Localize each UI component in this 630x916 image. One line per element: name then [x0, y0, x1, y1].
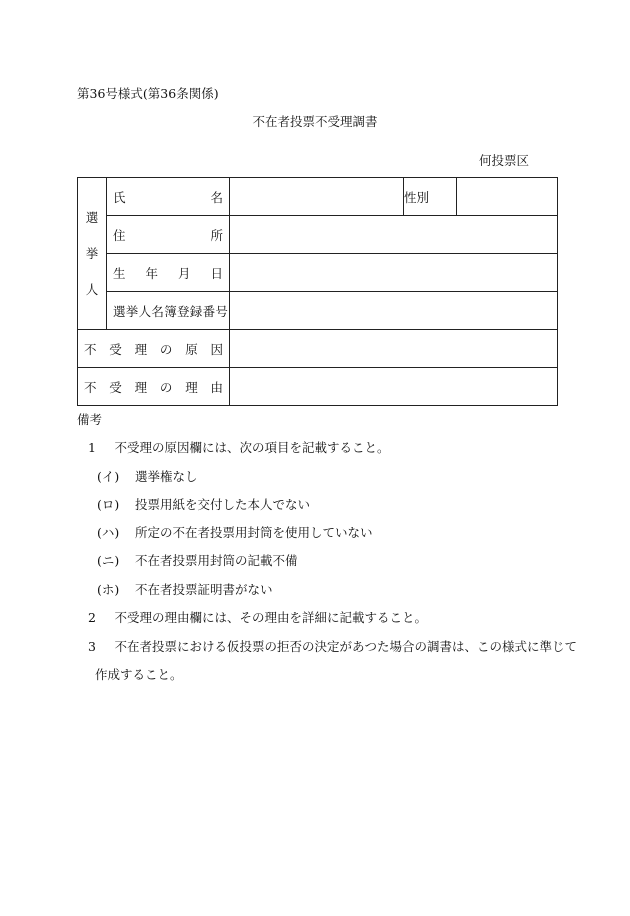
note-subitem: (ニ) 不在者投票用封筒の記載不備 [97, 553, 298, 568]
voter-record-table [77, 177, 558, 406]
voting-district-label: 何投票区 [479, 153, 530, 168]
note-subitem: (ロ) 投票用紙を交付した本人でない [97, 497, 311, 512]
voter-group-label: 選 挙 人 [78, 178, 107, 330]
name-label: 氏 名 [107, 178, 230, 216]
rejection-cause-field[interactable] [230, 330, 558, 368]
rejection-cause-label: 不 受 理 の 原 因 [78, 330, 230, 368]
registry-number-field[interactable] [230, 292, 558, 330]
rejection-reason-field[interactable] [230, 368, 558, 406]
document-title: 不在者投票不受理調書 [252, 114, 378, 129]
note-item-3: 3 不在者投票における仮投票の拒否の決定があつた場合の調書は、この様式に準じて [88, 639, 578, 654]
gender-label: 性別 [404, 178, 457, 216]
note-subitem: (イ) 選挙権なし [97, 469, 198, 484]
notes-heading: 備考 [77, 412, 103, 427]
note-item-1: 1 不受理の原因欄には、次の項目を記載すること。 [88, 440, 390, 455]
registry-number-label: 選挙人名簿登録番号 [107, 292, 230, 330]
note-subitem: (ハ) 所定の不在者投票用封筒を使用していない [97, 525, 373, 540]
note-item-2: 2 不受理の理由欄には、その理由を詳細に記載すること。 [88, 610, 428, 625]
address-label: 住 所 [107, 216, 230, 254]
form-number: 第36号様式(第36条関係) [77, 86, 219, 101]
note-subitem: (ホ) 不在者投票証明書がない [97, 582, 273, 597]
name-field[interactable] [230, 178, 404, 216]
note-item-3-continuation: 作成すること。 [95, 667, 183, 682]
birthdate-label: 生 年 月 日 [107, 254, 230, 292]
address-field[interactable] [230, 216, 558, 254]
rejection-reason-label: 不 受 理 の 理 由 [78, 368, 230, 406]
gender-field[interactable] [457, 178, 558, 216]
birthdate-field[interactable] [230, 254, 558, 292]
